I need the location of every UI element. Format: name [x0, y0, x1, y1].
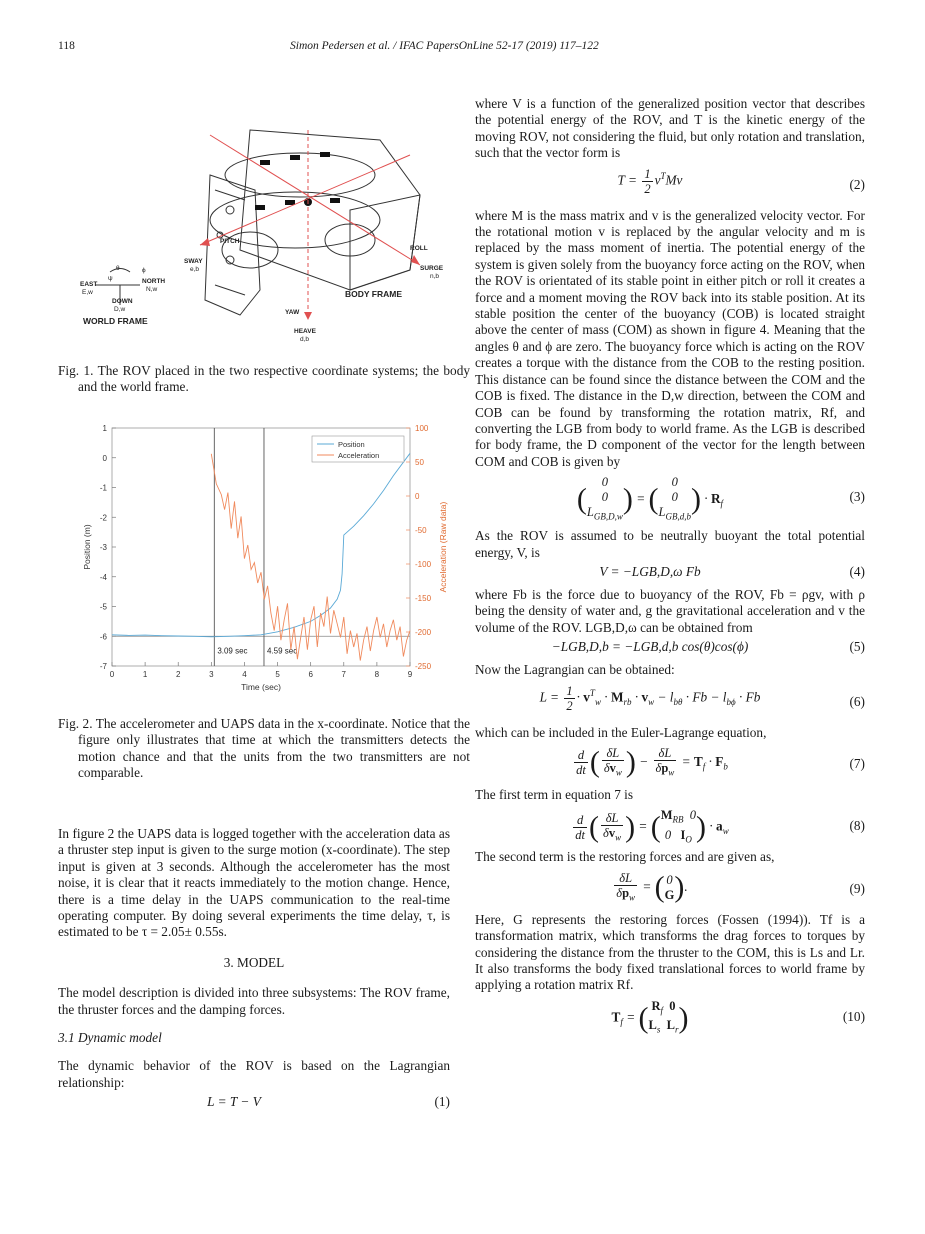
label-east: EAST: [80, 281, 98, 288]
y-tick-label: -6: [99, 632, 107, 642]
section-heading: 3. MODEL: [223, 954, 285, 970]
y2-tick-label: 50: [415, 458, 424, 467]
equation-5: −LGB,D,b = −LGB,d,b cos(θ)cos(ϕ) (5): [551, 639, 865, 655]
running-title: Simon Pedersen et al. / IFAC PapersOnLine 52-17 (2019) 117–122: [290, 40, 599, 52]
svg-text:D,w: D,w: [114, 306, 126, 313]
y-tick-label: -7: [99, 662, 107, 671]
label-world-frame: WORLD FRAME: [83, 316, 148, 326]
y-tick-label: -4: [99, 572, 107, 582]
page-number: 118: [58, 40, 75, 52]
equation-1: L = T − V (1): [207, 1094, 450, 1110]
svg-text:ϕ: ϕ: [142, 267, 146, 274]
y-tick-label: -3: [99, 543, 107, 552]
rov-frame-side-right: [350, 195, 420, 290]
figure1-caption: Fig. 1. The ROV placed in the two respective coordinate systems; the body and the world frame.: [58, 363, 470, 395]
y2-tick-label: -50: [415, 526, 427, 535]
figure1-rov-diagram: [80, 100, 450, 350]
label-heave: HEAVE: [294, 328, 316, 335]
x-tick-label: 9: [407, 670, 413, 679]
svg-text:E,w: E,w: [82, 289, 93, 296]
x-tick-label: 4: [242, 670, 247, 679]
x-tick-label: 5: [275, 670, 280, 679]
y2-axis-label: Acceleration (Raw data): [438, 501, 448, 593]
legend-label: Acceleration: [338, 451, 380, 460]
paragraph: where Fb is the force due to buoyancy of the ROV, Fb = ρgv, with ρ being the density of water and, g the gravitational acceleration and v the volume of the ROV. LGB,D,ω can be obtained from: [475, 586, 865, 635]
svg-text:n,b: n,b: [430, 273, 440, 280]
paragraph: The second term is the restoring forces and are given as,: [475, 849, 775, 865]
y-tick-label: -1: [99, 483, 107, 493]
equation-6: L = $\frac{1}{2}$ · $v^T_w \cdot M_{rb} \cdot v_w - l_{b\theta} \cdot Fb - l_{b\phi} \cdot Fb$ (6): [539, 683, 865, 713]
label-down: DOWN: [112, 298, 133, 305]
paragraph: The model description is divided into three subsystems: The ROV frame, the thruster forces and the damping forces.: [58, 985, 450, 1017]
label-body-frame: BODY FRAME: [345, 289, 402, 299]
x-tick-label: 7: [341, 670, 347, 679]
paragraph: In figure 2 the UAPS data is logged together with the acceleration data as a thruster step input is given to the surge motion (x-coordinate). The step input is given at 3 seconds. Although the accelerometer has the most noise, it is clear that it reacts immediately to the motion change. Hence, there is a time delay in the UAPS communication to the real-time operating computer. By doing several experiments the time delay, τ, is estimated to be τ = 2.05± 0.55s.: [58, 826, 450, 940]
x-tick-label: 2: [175, 670, 181, 679]
equation-8: $\frac{d}{dt}$ ( $\frac{\delta L}{\delta v_w}$ ) = ( $M_{RB}$ 0 0 $I_O$ ) · $a_w$ (8): [575, 808, 865, 845]
label-yaw: YAW: [285, 309, 300, 316]
label-surge: SURGE: [420, 265, 444, 272]
x-tick-label: 1: [142, 670, 148, 679]
y-tick-label: -5: [99, 602, 107, 612]
paragraph: Here, G represents the restoring forces (Fossen (1994)). Tf is a transformation matrix, which transforms the drag forces to torques by considering the distance from the thruster to the COM, this is Ls and Lr. It also transforms the body fixed translational forces to world frame by applying a rotation matrix Rf.: [475, 911, 865, 993]
label-pitch: PITCH: [220, 238, 240, 245]
y2-tick-label: 0: [415, 492, 420, 501]
x-tick-label: 0: [109, 670, 115, 679]
equation-9: $\frac{\delta L}{\delta p_w}$ = ( 0 G ). (9): [616, 870, 865, 904]
pitch-axis: [200, 155, 410, 245]
equation-7: $\frac{d}{dt}$ ( $\frac{\delta L}{\delta v_w}$ ) − $\frac{\delta L}{\delta p_w}$ = $T_f \cdot F_b$ (7): [576, 745, 865, 779]
svg-text:d,b: d,b: [300, 336, 310, 343]
paragraph: where M is the mass matrix and v is the generalized velocity vector. For the rotational motion v is replaced by the angular velocity and m is replaced by the mass moment of inertia. The potential energy of the system is given solely from the buoyancy force acting on the ROV, when the ROV is orientated of its stable point in either pitch or roll it creates a force and a moment moving the ROV back into its stable position. At its stable position the center of the buoyancy (COB) is located straight above the center of mass (COM) as shown in figure 4. Meaning that the angles θ and ϕ are zero. The buoyancy force which is acting on the ROV creates a torque with the distance from the COB to the resting position. This distance can be found since the distance between the COM and the COB is fixed. The distance in the D,w direction, between the COM and COB can be found by transforming the rotation matrix, Rf, and converting the LGB from body to world frame. As the LGB is described for body frame, the D component of the vector for the length between COM and COB is given by: [475, 207, 865, 469]
equation-4: V = −LGB,D,ω Fb (4): [599, 563, 865, 579]
equation-3: ( 0 0 $L_{GB,D,w}$ ) = ( 0 0 $L_{GB,d,b}$ ) · $R_f$ (3): [576, 475, 865, 522]
paragraph: The dynamic behavior of the ROV is based on the Lagrangian relationship:: [58, 1058, 450, 1090]
svg-text:e,b: e,b: [190, 266, 200, 273]
svg-text:θ: θ: [116, 265, 120, 272]
y2-tick-label: 100: [415, 424, 429, 433]
y2-tick-label: -150: [415, 594, 432, 603]
legend-label: Position: [338, 440, 365, 449]
annotation-label: 4.59 sec: [266, 646, 298, 656]
y-tick-label: -2: [99, 513, 107, 523]
paragraph: As the ROV is assumed to be neutrally buoyant the total potential energy, V, is: [475, 528, 865, 560]
paragraph: The first term in equation 7 is: [475, 786, 634, 802]
x-tick-label: 8: [374, 670, 380, 679]
y-tick-label: 1: [102, 424, 107, 433]
paragraph: Now the Lagrangian can be obtained:: [475, 662, 675, 678]
y-axis-label: Position (m): [82, 524, 92, 570]
label-north: NORTH: [142, 278, 166, 285]
x-tick-label: 6: [308, 670, 313, 679]
svg-text:N,w: N,w: [146, 286, 158, 293]
x-axis-label: Time (sec): [241, 682, 281, 692]
y2-tick-label: -200: [415, 628, 432, 637]
figure2-chart: [78, 418, 458, 708]
annotation-label: 3.09 sec: [217, 646, 248, 656]
equation-10: $T_f$ = ( $R_f$ 0 $L_s$ $L_r$ ) (10): [611, 998, 865, 1035]
x-tick-label: 3: [209, 670, 214, 679]
paragraph: which can be included in the Euler-Lagrange equation,: [475, 724, 767, 740]
right-text-column: [475, 96, 865, 1040]
equation-2: T = $\frac{1}{2}$ $v^TMv$ (2): [617, 166, 865, 196]
figure2-caption: Fig. 2. The accelerometer and UAPS data in the x-coordinate. Notice that the figure only illustrates that time at which the transmitters detects the motion chance and that the units from the two transmitters are not comparable.: [58, 716, 470, 781]
plot-area: [112, 428, 410, 666]
roll-axis: [210, 135, 420, 265]
y2-tick-label: -100: [415, 560, 432, 569]
label-roll: ROLL: [410, 245, 428, 252]
svg-text:ψ: ψ: [108, 275, 113, 282]
subsection-heading: 3.1 Dynamic model: [58, 1030, 162, 1046]
y-tick-label: 0: [102, 453, 107, 463]
left-text-column: [58, 826, 450, 1117]
y2-tick-label: -250: [415, 662, 432, 671]
paragraph: where V is a function of the generalized position vector that describes the potential energy of the ROV, and T is the kinetic energy of the moving ROV, not considering the fluid, but only rotation and translation, such that the vector form is: [475, 96, 865, 161]
label-sway: SWAY: [184, 258, 203, 265]
